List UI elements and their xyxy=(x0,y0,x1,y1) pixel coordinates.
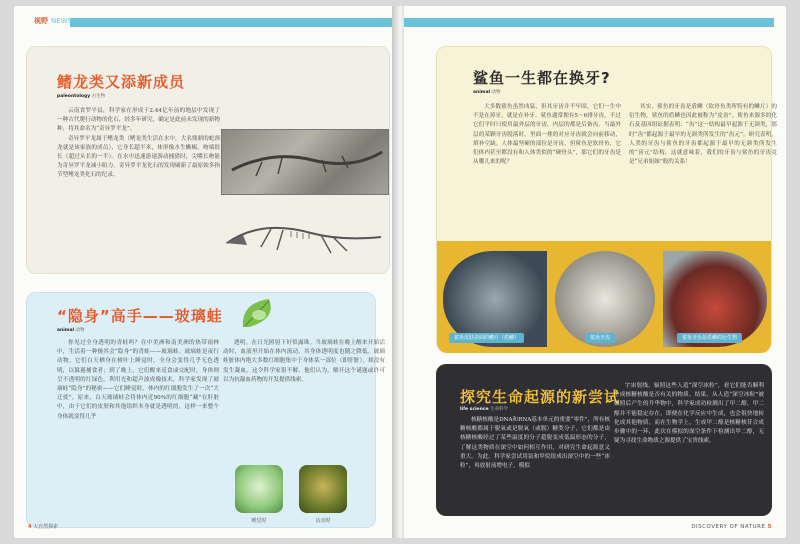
frog-article-column-1: 你见过全身透明的青蛙吗？在中美洲和南美洲的热带雨林中，生活着一种极其会“隐身”的青蛙——玻璃蛙。玻璃蛙是夜行动物，它们白天栖身在树叶上睡觉时，全身会变得几乎无色透明，以躲避捕食者；到了晚上，它们醒来觅食或交配时，身体则呈不透明的红绿色。利用光和超声波成像技术，科学家发现了玻璃蛙“隐身”的秘密——它们睡觉时，体内的红细胞发生了一次“大迁徙”。原来，白天玻璃蛙会将体内近90%的红细胞“藏”在肝脏中，由于它们的皮肤和其他组织本身就是透明的，这样一来整个身体就变得几乎 xyxy=(57,340,219,420)
frog-article-title: “隐身”高手——玻璃蛙 xyxy=(57,307,223,325)
life-article-title: 探究生命起源的新尝试 xyxy=(460,388,621,406)
top-color-bar xyxy=(404,18,774,27)
shark-article-title: 鲨鱼一生都在换牙? xyxy=(473,69,611,87)
life-article-byline: life science 生命科学 xyxy=(460,407,508,412)
life-article-column-1: 核糖核酸是DNA和RNA基本单元的重要“零件”，所有核糖核酸都属于脱氧或是脱氧（或脱）糖类分子，它们都是由核糖核酸经过了某些温度的分子超脱变成低温形态的分子，了解这类物质在深空中如何相互作用，对研究生命起源意义重大。为此，科学家尝试用氩和甲烷组成出深空中的一些“冰粒”，再放射前增电子，模拟 xyxy=(460,417,610,470)
dino-article-body xyxy=(57,107,220,181)
shark-article-column-2: 其实，鲨鱼的牙齿是盾鳞（软骨鱼类所特有的鳞片）的衍生物，鲨鱼的盾鳞也因此被称为“皮齿”。鲨鱼来源多的化石及基因组证据表明：“齿”这一结构最早起源于无颌类，那时“齿”都起源于最早的无颌类所发生的“齿元”。研究表明，人类的牙齿与鲨鱼的牙齿都起源于最早的无颌类所发生的“齿元”结构，这就意味着，我们的牙齿与鲨鱼的牙齿竟是“兄弟姐妹”般的关系！ xyxy=(629,104,777,166)
dino-article-byline: paleontology 古生物 xyxy=(57,94,106,99)
frog-article-card xyxy=(26,292,385,528)
shark-caption-jaw: 鲨鱼牙齿是盾鳞的衍生物 xyxy=(677,333,742,343)
frog-caption-active: 活动时 xyxy=(315,518,331,524)
section-tag: 视野 NEWS xyxy=(34,17,73,25)
page-folio-left: 4 大自然探索 xyxy=(28,524,59,530)
dino-article-title: 鳍龙类又添新成员 xyxy=(57,73,186,91)
right-page xyxy=(404,6,786,538)
top-color-bar xyxy=(70,18,396,27)
skeleton-drawing xyxy=(221,199,389,271)
left-page xyxy=(14,6,396,538)
frog-article-column-2: 透明。在日光照射下好似露珠。当玻璃蛙在晚上醒来开始活动时，血液里开始在体内流动，其身体透明度也随之降低。玻璃蛙脏体内绝大多数红细胞集中于身体某一部位（即肝脏），却没有发生凝血，这令科学家很不解。他们认为，解开这个谜题或许可以为抗凝血药物的开发提供线索。 xyxy=(223,340,385,383)
page-folio-right: DISCOVERY OF NATURE 5 xyxy=(691,524,772,530)
dino-article-card xyxy=(26,46,390,274)
frog-sleeping-photo xyxy=(235,465,283,513)
life-article-column-2: 宇宙射线，辐照这些人造“深空冰粒”，看它们能否顺利生成核糖核酸是否有关的物质。结果，从人造“深空冰粒”被辐照后产生的升华物中，科学家成功检测出了甲二醇，甲二醇并不能稳定存在，即便在化学反应中生成，也会很快地转化成其他物质。而在生物学上，生成甲二醇是核糖核苷合成步骤中的一环，此次在模拟的深空条件下检测出甲二醇，无疑为寻找生命物质之源提供了宝贵线索。 xyxy=(614,383,764,445)
life-article-card xyxy=(436,364,772,516)
shark-caption-scales: 鲨鱼皮肤表面的鳞片（盾鳞） xyxy=(449,333,524,343)
fossil-figure xyxy=(221,129,389,271)
shark-article-byline: animal 动物 xyxy=(473,90,501,95)
leaf-frog-icon xyxy=(239,297,279,331)
fossil-photo xyxy=(221,129,389,195)
paragraph: 奇异罗平龙属于鳍龙类（鳍龙类生活在水中，大名鼎鼎的蛇颈龙就是该家族的成员），它身长超半米，体形像水生蜥蜴，吻端很长（超过头长的一半）。在水中迅速游速游动捕猎时，尖嘴长吻能为奇异罗平龙减小阻力。奇异罗平龙化石的发现刷新了最原始多指节型鳍龙类化石的纪录。 xyxy=(57,135,220,179)
shark-article-column-1: 大多数鲨鱼虽然凶猛，但其牙齿并不牢固，它们一生中不是在掉牙，就是在补牙。鲨鱼通常拥有5～6排牙齿，不过它们平时只使用最外层的牙齿，内层的都是后备齿。当最外层的某颗牙齿脱落时，里面一排的对应牙齿就会向前移动，填补空缺。人体最坚硬的部位是牙齿，但鲨鱼是软骨鱼，它们体内甚至都没有和人体类似的“硬骨头”，那它们的牙齿是从哪儿来的呢？ xyxy=(473,104,621,166)
shark-article-card xyxy=(436,46,777,352)
paragraph: 云南省罗平县，科学家在形成于2.44亿年前的地层中发现了一种古代爬行动物的化石，经多年研究，确定是此前未发现的新物种，将其命名为“奇异罗平龙”。 xyxy=(57,108,220,133)
shark-caption-tooth: 鲨鱼牙齿 xyxy=(585,333,615,343)
frog-article-byline: animal 动物 xyxy=(57,328,85,333)
frog-active-photo xyxy=(299,465,347,513)
frog-caption-sleeping: 睡觉时 xyxy=(251,518,267,524)
